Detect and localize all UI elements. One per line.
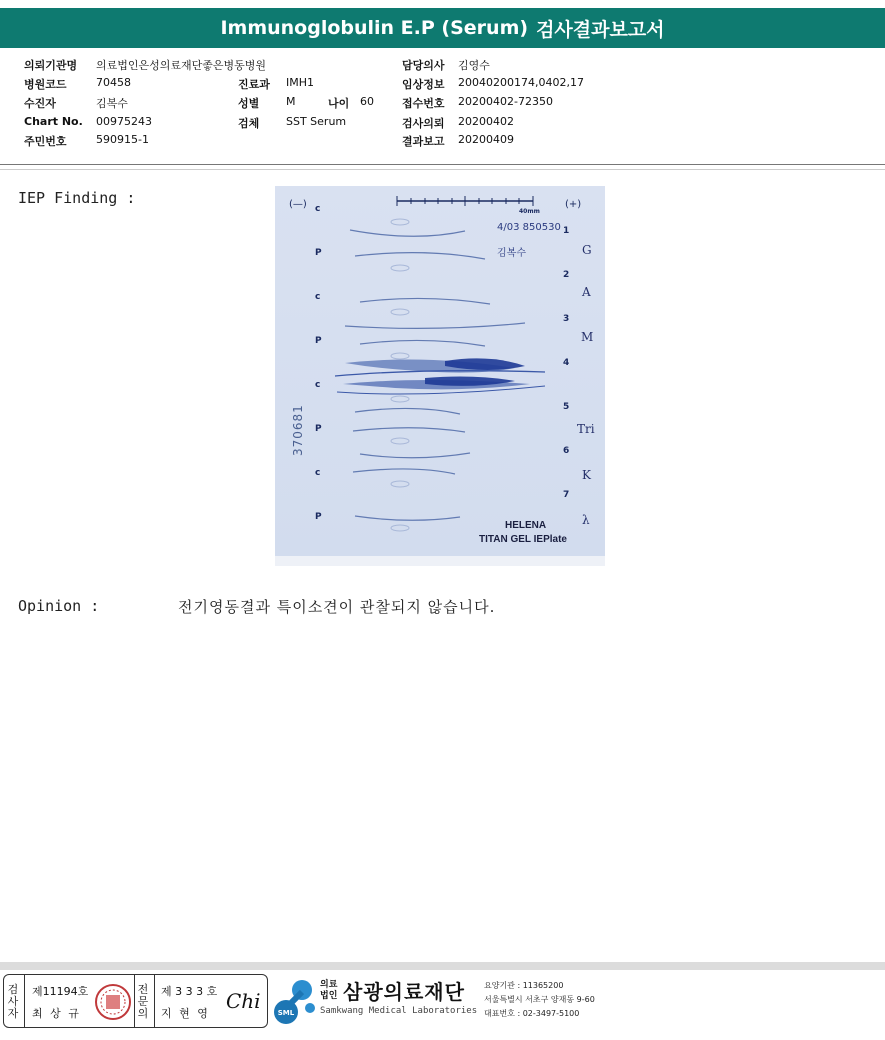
org-type-2: 법인: [320, 991, 338, 1001]
hospital-value: 의료법인은성의료재단좋은병동병원: [96, 59, 267, 72]
report-title-bar: [0, 8, 885, 48]
lane-number: 7: [563, 490, 570, 500]
gel-scale-label: 40mm: [519, 208, 540, 215]
dept-value: IMH1: [286, 76, 315, 89]
doctor-label: 담당의사: [402, 59, 445, 72]
sig2-license: 제 3 3 3 호: [161, 985, 218, 998]
logo-text: SML: [277, 1009, 295, 1017]
report-label: 결과보고: [402, 135, 445, 148]
chart-label: Chart No.: [24, 115, 83, 128]
org-phone: 대표번호 : 02-3497-5100: [484, 1009, 580, 1018]
sig1-vertical: 자: [7, 1007, 19, 1020]
age-value: 60: [360, 95, 374, 108]
lane-label: P: [315, 336, 322, 346]
antiserum-label: A: [582, 285, 591, 299]
org-code: 요양기관 : 11365200: [484, 981, 564, 990]
clinical-label: 임상정보: [402, 78, 445, 91]
iep-finding-label: IEP Finding :: [18, 189, 136, 207]
lane-number: 2: [563, 270, 570, 280]
antiserum-label: M: [581, 330, 594, 344]
gel-handwriting-name: 김복수: [497, 248, 526, 259]
doctor-value: 김영수: [458, 59, 490, 72]
lane-label: P: [315, 424, 322, 434]
lane-label: P: [315, 512, 322, 522]
org-name: 삼광의료재단: [343, 980, 465, 1004]
antiserum-label: G: [582, 243, 592, 257]
antiserum-label: Tri: [577, 422, 595, 436]
sig1-name: 최 상 규: [32, 1007, 81, 1020]
sig2-vertical: 전: [137, 983, 149, 996]
sig2-vertical: 문: [137, 995, 149, 1008]
lane-label: c: [315, 204, 321, 214]
lane-label: c: [315, 292, 321, 302]
code-label: 병원코드: [24, 78, 67, 91]
sex-label: 성별: [238, 97, 260, 110]
chart-value: 00975243: [96, 115, 152, 128]
gel-side-number: 370681: [291, 404, 305, 456]
org-type-1: 의료: [320, 980, 338, 990]
header-divider: [0, 164, 885, 165]
patient-name-label: 수진자: [24, 97, 56, 110]
patient-info: [0, 55, 885, 165]
org-english-name: Samkwang Medical Laboratories: [320, 1006, 478, 1016]
ssn-label: 주민번호: [24, 135, 67, 148]
header-divider-light: [0, 169, 885, 170]
age-label: 나이: [328, 97, 350, 110]
request-label: 검사의뢰: [402, 117, 445, 130]
lane-number: 5: [563, 402, 570, 412]
antiserum-label: K: [582, 468, 591, 482]
gel-plus-label: (+): [565, 199, 582, 210]
gel-minus-label: (—): [289, 199, 307, 210]
gel-scan: [275, 186, 605, 566]
request-value: 20200402: [458, 115, 514, 128]
specimen-label: 검체: [238, 117, 260, 130]
lane-number: 1: [563, 226, 570, 236]
lane-label: P: [315, 248, 322, 258]
lane-number: 4: [563, 358, 570, 368]
clinical-value: 20040200174,0402,17: [458, 76, 584, 89]
seal-icon: [94, 983, 132, 1021]
lane-label: c: [315, 468, 321, 478]
sig1-license: 제11194호: [32, 985, 89, 998]
patient-name-value: 김복수: [96, 97, 128, 110]
antiserum-label: λ: [582, 513, 590, 527]
lane-label: c: [315, 380, 321, 390]
sex-value: M: [286, 95, 296, 108]
report-title-ko: 검사결과보고서: [536, 18, 665, 41]
org-address: 서울특별시 서초구 양재동 9-60: [484, 995, 595, 1004]
gel-handwriting-date: 4/03 850530: [497, 222, 561, 233]
opinion-text: 전기영동결과 특이소견이 관찰되지 않습니다.: [178, 598, 496, 616]
specimen-value: SST Serum: [286, 115, 347, 128]
receipt-label: 접수번호: [402, 97, 445, 110]
ssn-value: 590915-1: [96, 133, 149, 146]
sig2-name: 지 현 영: [161, 1007, 210, 1020]
gel-brand: HELENA: [505, 520, 547, 531]
report-title-en: Immunoglobulin E.P (Serum): [220, 17, 529, 39]
code-value: 70458: [96, 76, 131, 89]
dept-label: 진료과: [238, 78, 270, 91]
report-value: 20200409: [458, 133, 514, 146]
signature-box: [3, 974, 268, 1028]
sig2-vertical: 의: [137, 1007, 149, 1020]
gel-product: TITAN GEL IEPlate: [479, 534, 567, 545]
receipt-value: 20200402-72350: [458, 95, 553, 108]
opinion-label: Opinion :: [18, 597, 100, 615]
report-footer: [0, 970, 885, 1040]
lane-number: 6: [563, 446, 570, 456]
iep-gel-image: [275, 186, 605, 566]
hospital-label: 의뢰기관명: [24, 59, 78, 72]
sig2-signature: Chi: [226, 989, 261, 1013]
lane-number: 3: [563, 314, 570, 324]
sig1-vertical: 사: [7, 995, 19, 1008]
footer-band: [0, 962, 885, 970]
sig1-vertical: 검: [7, 983, 19, 996]
sml-logo-icon: [272, 974, 322, 1026]
